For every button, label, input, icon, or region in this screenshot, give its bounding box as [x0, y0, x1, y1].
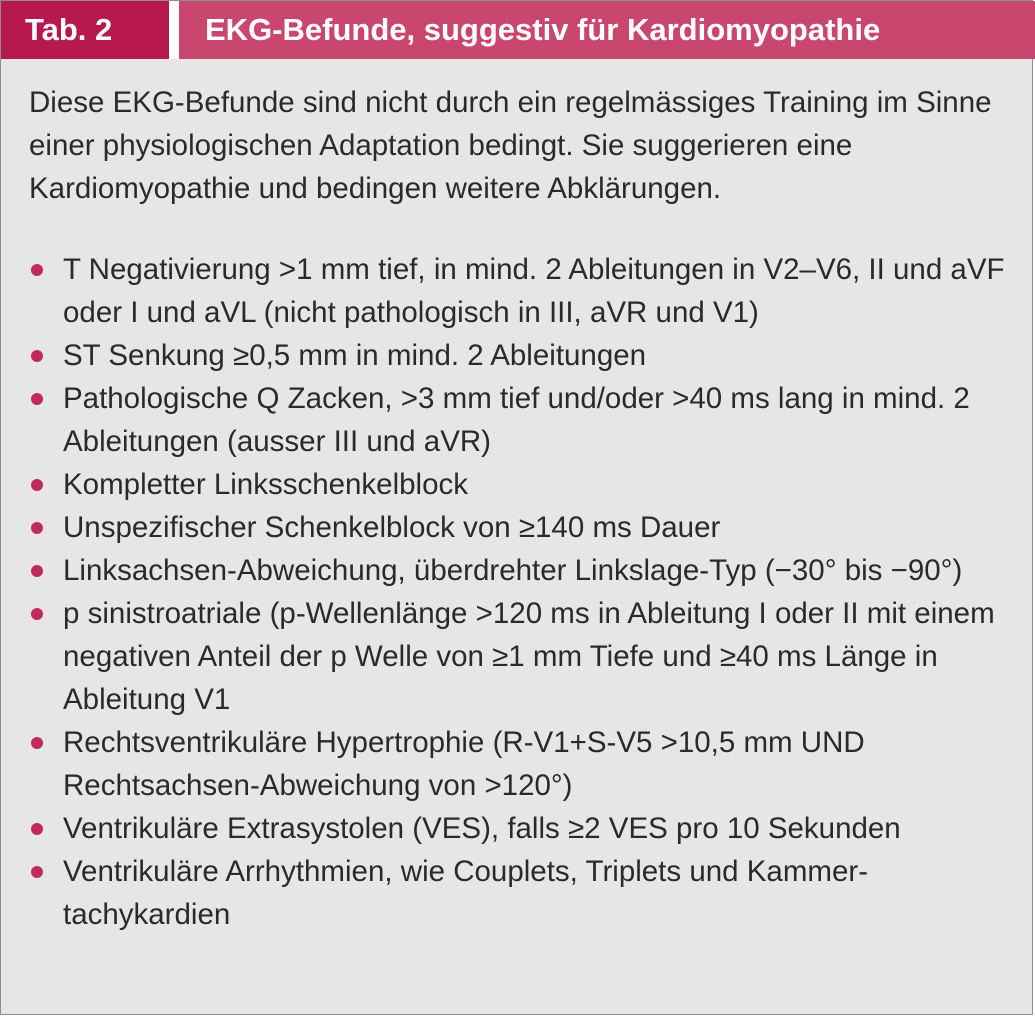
bullet-icon	[31, 737, 43, 749]
bullet-icon	[31, 866, 43, 878]
bullet-icon	[31, 479, 43, 491]
bullet-icon	[31, 823, 43, 835]
list-item	[29, 377, 1009, 463]
bullet-icon	[31, 350, 43, 362]
intro-paragraph: Diese EKG-Befunde sind nicht durch ein regelmässiges Training im Sinne einer physiologischen Adaptation bedingt. Sie suggerieren eine Kardiomyopathie und bedingen weitere Abklärungen.	[29, 86, 992, 205]
table-header	[1, 1, 1035, 59]
list-item-text: Unspezifischer Schenkelblock von ≥140 ms Dauer	[63, 511, 721, 544]
list-item-text: Rechtsventrikuläre Hypertrophie (R-V1+S-V5 >10,5 mm UND Rechtsachsen-Abweichung von >120°)	[63, 726, 865, 802]
list-item	[29, 463, 1009, 506]
bullet-icon	[31, 522, 43, 534]
bullet-icon	[31, 393, 43, 405]
findings-list	[29, 248, 1009, 936]
list-item	[29, 506, 1009, 549]
list-item	[29, 721, 1009, 807]
header-divider	[169, 1, 179, 59]
list-item-text: Ventrikuläre Extrasystolen (VES), falls ≥2 VES pro 10 Sekunden	[63, 812, 901, 845]
list-item-text: Kompletter Linksschenkelblock	[63, 468, 469, 501]
list-item	[29, 248, 1009, 334]
list-item	[29, 549, 1009, 592]
list-item	[29, 807, 1009, 850]
bullet-icon	[31, 565, 43, 577]
list-item-text: Linksachsen-Abweichung, überdrehter Linkslage-Typ (−30° bis −90°)	[63, 554, 963, 587]
table-content	[29, 81, 1009, 936]
bullet-icon	[31, 264, 43, 276]
list-item	[29, 850, 1009, 936]
list-item	[29, 334, 1009, 377]
list-item-text: T Negativierung >1 mm tief, in mind. 2 Ableitungen in V2–V6, II und aVF oder I und aVL (nicht pathologisch in III, aVR und V1)	[63, 253, 1005, 329]
table-title: EKG-Befunde, suggestiv für Kardiomyopathie	[179, 1, 1035, 59]
bullet-icon	[31, 608, 43, 620]
list-item-text: p sinistroatriale (p-Wellenlänge >120 ms in Ableitung I oder II mit einem negativen Anteil der p Welle von ≥1 mm Tiefe und ≥40 ms Länge in Ableitung V1	[63, 597, 995, 716]
list-item-text: Ventrikuläre Arrhythmien, wie Couplets, Triplets und Kammertachykardien	[63, 855, 869, 931]
table-number-label: Tab. 2	[1, 1, 169, 59]
list-item	[29, 592, 1009, 721]
list-item-text: Pathologische Q Zacken, >3 mm tief und/oder >40 ms lang in mind. 2 Ableitungen (ausser III und aVR)	[63, 382, 970, 458]
list-item-text: ST Senkung ≥0,5 mm in mind. 2 Ableitungen	[63, 339, 647, 372]
